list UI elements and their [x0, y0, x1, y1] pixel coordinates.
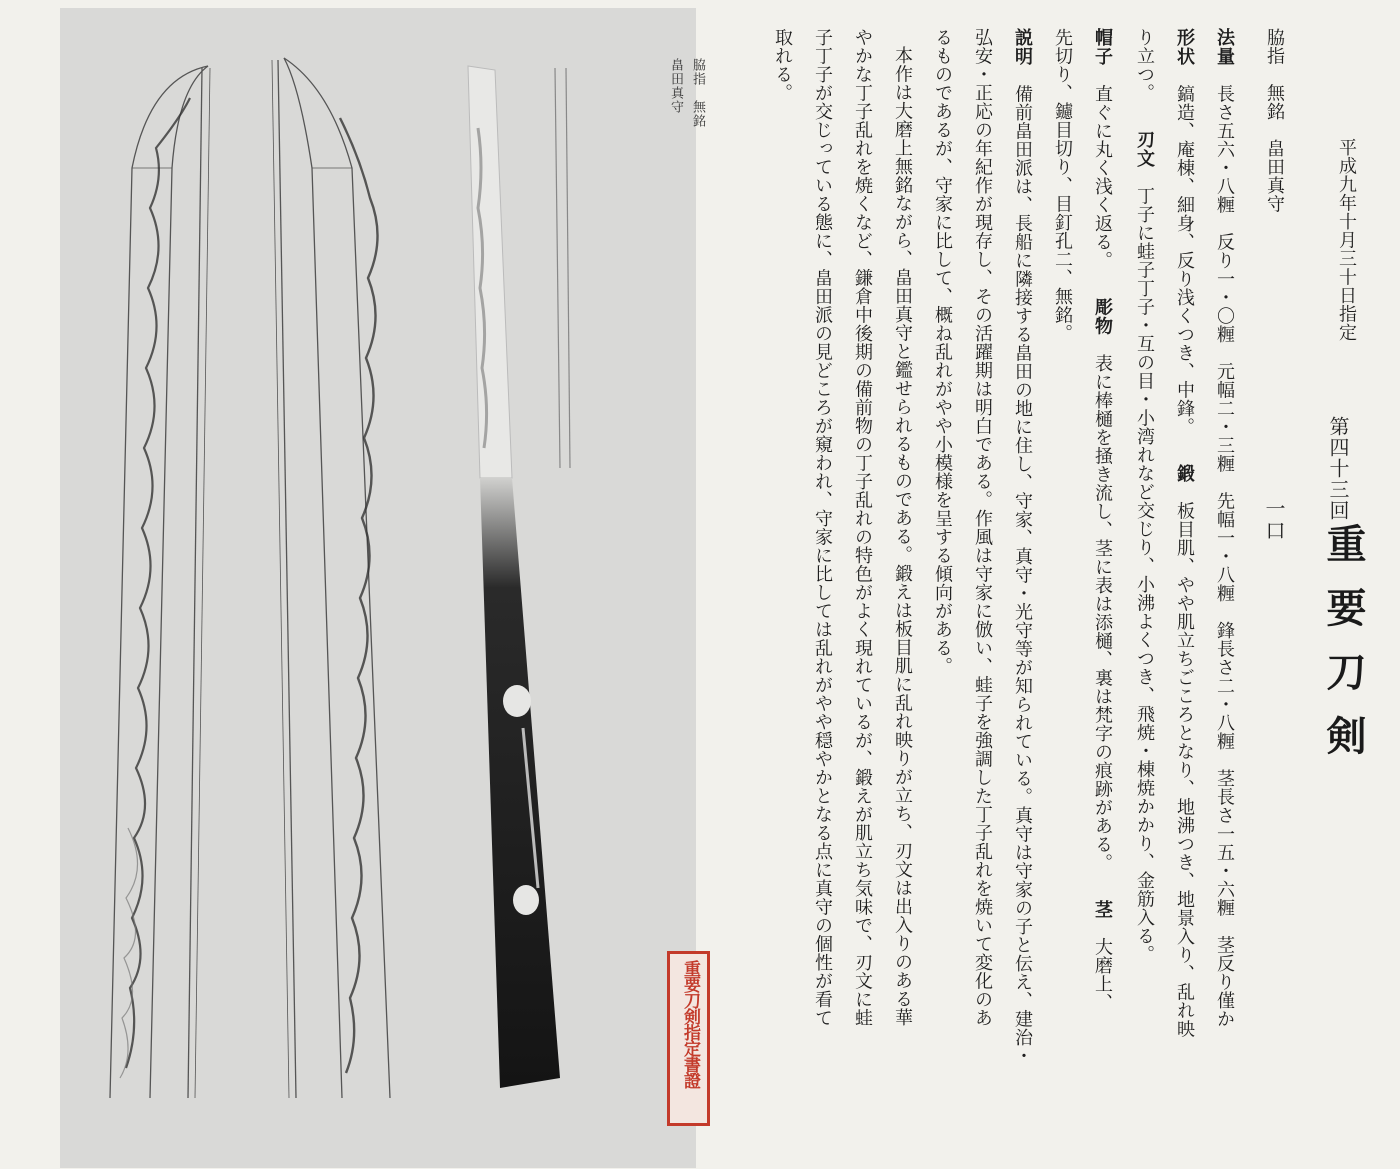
item-count: 一口: [1262, 498, 1286, 542]
sword-drawings: [60, 8, 696, 1168]
description-p2-line2: やかな丁子乱れを焼くなど、鎌倉中後期の備前物の丁子乱れの特色がよく現れているが、鍛えが肌立ち気味で、刃文に蛙: [852, 28, 873, 1027]
forging-text: 板目肌、やや肌立ちごころとなり、地沸つき、地景入り、乱れ映: [1174, 501, 1195, 1038]
shape-text: 鎬造、庵棟、細身、反り浅くつき、中鋒。: [1174, 84, 1195, 427]
measurements-cont: り立つ。: [1134, 28, 1155, 93]
seal-text: 重要刀剣指定書證: [680, 960, 700, 1088]
description-p2-line1: 本作は大磨上無銘ながら、畠田真守と鑑せられるものである。鍛えは板目肌に乱れ映りが立ち、刃文は出入りのある華: [892, 46, 913, 1027]
horimono-text: 表に棒樋を掻き流し、茎に表は添樋、裏は梵字の痕跡がある。: [1092, 354, 1113, 863]
shape-line: [1170, 28, 1198, 1038]
nakago-text: 大磨上、: [1092, 937, 1113, 1012]
description-p1-line1: 備前畠田派は、長船に隣接する畠田の地に住し、守家、真守・光守等が知られている。真守は守家の子と伝え、建治・: [1012, 84, 1033, 1065]
caption-line-1: 脇指 無銘: [690, 58, 705, 128]
boshi-line: [1088, 28, 1116, 1012]
forging-label: 鍛: [1174, 464, 1195, 483]
nakago-label: 茎: [1092, 900, 1113, 919]
shape-label: 形状: [1174, 28, 1195, 66]
volume-number: 第四十三回: [1326, 416, 1350, 521]
measurements-line: [1210, 28, 1238, 1028]
certification-seal: [667, 951, 710, 1126]
description-line-1: [1008, 28, 1036, 1065]
description-p1-line2: 弘安・正応の年紀作が現存し、その活躍期は明白である。作風は守家に倣い、蛙子を強調した丁子乱れを焼いて変化のあ: [972, 28, 993, 1027]
description-p2-line4: 取れる。: [772, 28, 793, 102]
boshi-text: 直ぐに丸く浅く返る。: [1092, 84, 1113, 261]
hamon-text: 丁子に蛙子丁子・互の目・小湾れなど交じり、小沸よくつき、飛焼・棟焼かかり、金筋入る。: [1134, 186, 1155, 964]
blade-photo: [468, 66, 570, 1088]
caption-line-2: 畠田真守: [668, 58, 683, 114]
description-p1-line3: るものであるが、守家に比して、概ね乱れがやや小模様を呈する傾向がある。: [932, 28, 953, 676]
nakago-cont: 先切り、鑢目切り、目釘孔二、無銘。: [1052, 28, 1073, 343]
horimono-label: 彫物: [1092, 297, 1113, 336]
designation-date: 平成九年十月三十日指定: [1336, 138, 1357, 342]
measurements-text: 長さ五六・八糎 反り一・〇糎 元幅二・三糎 先幅一・八糎 鋒長さ二・八糎 茎長さ一五・六糎 茎反り僅か: [1214, 84, 1235, 1028]
oshigata-ura: [272, 58, 390, 1098]
description-label: 説明: [1012, 28, 1033, 66]
oshigata-omote: [110, 66, 210, 1098]
image-caption: [663, 58, 708, 318]
hamon-line: [1130, 28, 1158, 964]
sword-oshigata-plate: [60, 8, 696, 1168]
boshi-label: 帽子: [1092, 28, 1113, 66]
description-p2-line3: 子丁子が交じっている態に、畠田派の見どころが窺われ、守家に比しては乱れがやや穏やかとなる点に真守の個性が看て: [812, 28, 833, 1027]
certificate-document: [740, 28, 1380, 1148]
item-name: 脇指 無銘 畠田真守: [1264, 28, 1285, 213]
hamon-label: 刃文: [1134, 130, 1155, 168]
measurements-label: 法量: [1214, 28, 1235, 66]
document-title: 重要刀剣: [1320, 523, 1367, 779]
